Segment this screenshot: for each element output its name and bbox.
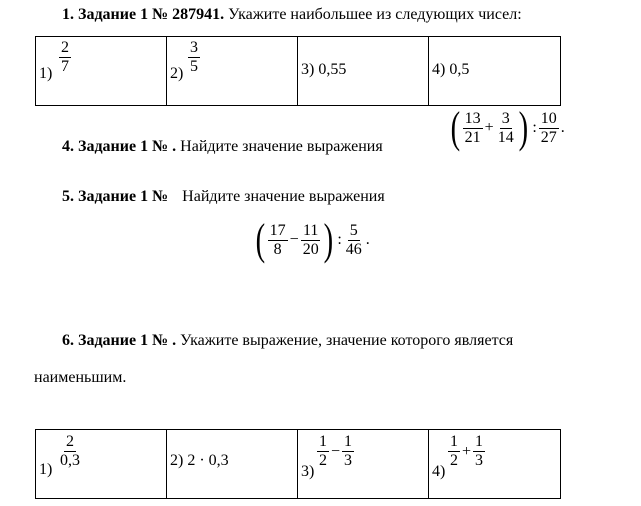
fraction (539, 110, 559, 147)
task1-line (62, 5, 522, 25)
task6-text-line2: наименьшим. (34, 369, 127, 386)
task4-header: 4. Задание 1 № . (62, 138, 177, 155)
numerator: 17 (269, 221, 286, 239)
option-value: 2 · 0,3 (187, 452, 229, 469)
option-value: 0,55 (318, 61, 347, 78)
task6-line2 (34, 368, 126, 388)
option-label: 3) (301, 463, 315, 480)
option-label: 4) (432, 61, 446, 78)
numerator: 1 (450, 433, 458, 450)
fraction (317, 433, 329, 470)
fraction (342, 433, 354, 470)
fraction (59, 39, 71, 76)
task5-expression (253, 215, 372, 265)
denominator: 21 (464, 128, 481, 146)
denominator: 8 (273, 240, 282, 258)
task6-options-table (35, 429, 561, 499)
fraction (496, 110, 516, 147)
numerator: 2 (61, 39, 69, 56)
option-label: 2) (170, 452, 184, 469)
period: . (560, 119, 565, 136)
denominator: 3 (475, 452, 484, 469)
operator: − (331, 442, 341, 460)
option-label: 2) (170, 65, 184, 82)
denominator: 14 (497, 128, 514, 146)
option-label: 1) (39, 65, 53, 82)
operator: + (462, 442, 472, 460)
task5-header: 5. Задание 1 № (62, 188, 169, 205)
denominator: 0,3 (60, 452, 80, 469)
operator: − (289, 231, 299, 248)
left-paren: ( (450, 103, 461, 152)
task6-option-4[interactable] (429, 430, 561, 499)
denominator: 5 (190, 58, 198, 75)
task1-header: 1. Задание 1 № 287941. (62, 6, 225, 23)
task1-text: Укажите наибольшее из следующих чисел: (228, 6, 522, 23)
operator: : (337, 231, 342, 248)
fraction (268, 222, 288, 259)
denominator: 20 (302, 240, 319, 258)
task4-expression (448, 103, 567, 153)
task1-option-3[interactable] (298, 37, 429, 106)
denominator: 2 (450, 452, 458, 469)
task6-option-2[interactable] (167, 430, 298, 499)
task6-option-3[interactable] (298, 430, 429, 499)
denominator: 7 (61, 58, 69, 75)
right-paren: ) (518, 103, 528, 152)
right-paren: ) (323, 215, 333, 264)
numerator: 13 (464, 109, 481, 127)
numerator: 10 (540, 109, 557, 127)
task4-line (62, 137, 383, 157)
fraction (58, 433, 82, 470)
numerator: 3 (190, 39, 198, 56)
option-label: 1) (39, 461, 53, 478)
numerator: 2 (66, 433, 74, 450)
period: . (365, 231, 370, 248)
fraction (463, 110, 483, 147)
numerator: 1 (475, 433, 484, 450)
task1-option-1[interactable] (36, 37, 167, 106)
task6-option-1[interactable] (36, 430, 167, 499)
task6-text-line1: Укажите выражение, значение которого является (180, 332, 514, 349)
numerator: 11 (302, 221, 319, 239)
task6-line1 (62, 331, 513, 351)
task1-option-2[interactable] (167, 37, 298, 106)
numerator: 1 (344, 433, 353, 450)
fraction (344, 222, 364, 259)
option-value: 0,5 (449, 61, 470, 78)
numerator: 5 (349, 221, 358, 239)
task4-text: Найдите значение выражения (180, 138, 383, 155)
task5-line (62, 187, 385, 207)
fraction (448, 433, 460, 470)
task5-text: Найдите значение выражения (182, 188, 385, 205)
numerator: 1 (319, 433, 327, 450)
operator: : (532, 119, 537, 136)
option-label: 3) (301, 61, 315, 78)
fraction (188, 39, 200, 76)
operator: + (484, 119, 494, 136)
denominator: 46 (345, 240, 362, 258)
denominator: 3 (344, 452, 353, 469)
denominator: 2 (319, 452, 327, 469)
option-label: 4) (432, 463, 446, 480)
task6-header: 6. Задание 1 № . (62, 332, 177, 349)
fraction (301, 222, 321, 259)
task1-options-table (35, 36, 561, 106)
numerator: 3 (501, 109, 510, 127)
denominator: 27 (540, 128, 557, 146)
task1-option-4[interactable] (429, 37, 561, 106)
left-paren: ( (255, 215, 266, 264)
fraction (473, 433, 485, 470)
